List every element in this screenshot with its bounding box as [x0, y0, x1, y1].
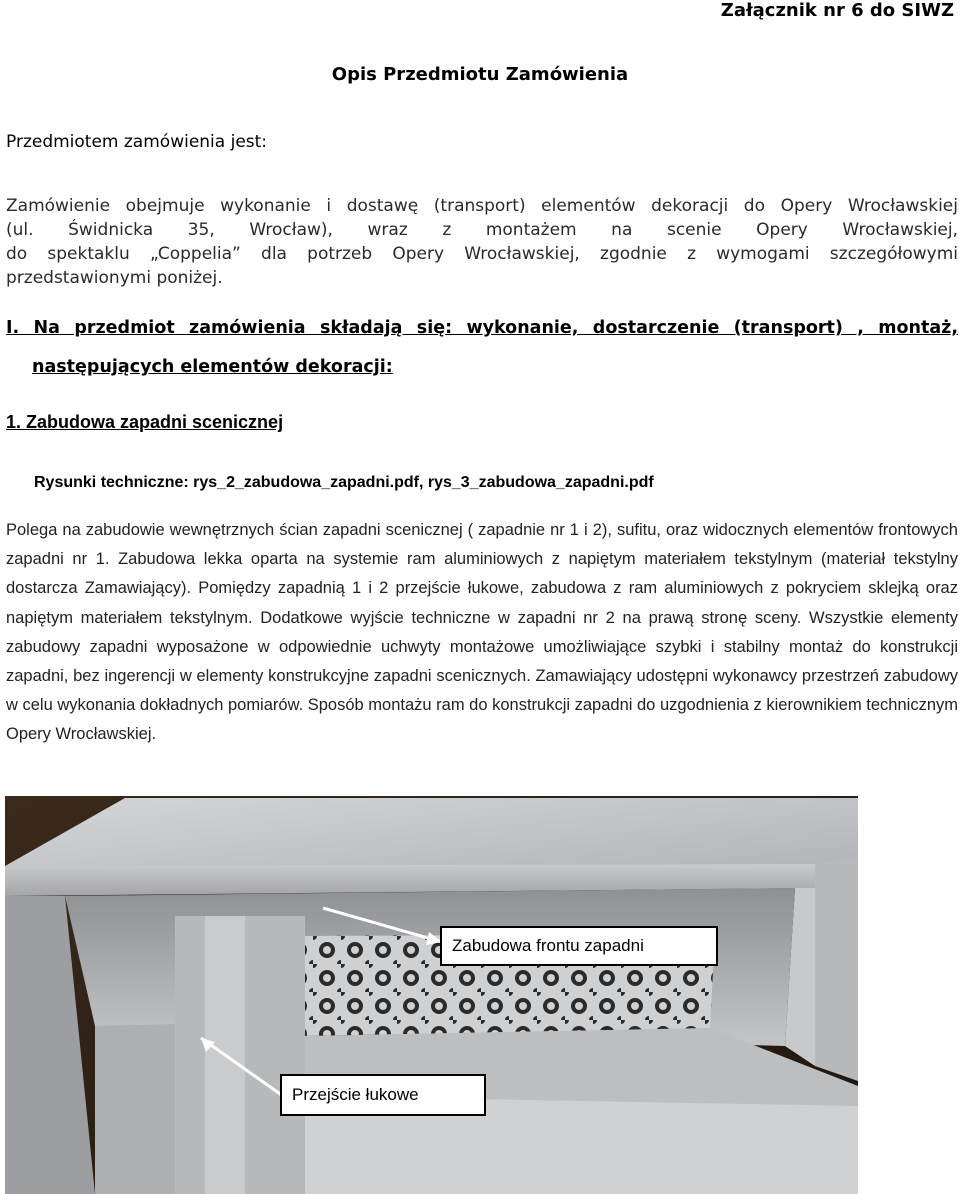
callout-arch: Przejście łukowe: [280, 1074, 486, 1116]
item-heading: 1. Zabudowa zapadni scenicznej: [6, 412, 284, 432]
intro-line: (ul. Świdnicka 35, Wrocław), wraz z montażem na scenie Opery Wrocławskiej,: [6, 220, 958, 240]
subject-label: Przedmiotem zamówienia jest:: [6, 132, 268, 152]
intro-line: przedstawionymi poniżej.: [6, 268, 223, 288]
section-heading-line: następujących elementów dekoracji:: [32, 357, 393, 377]
intro-line: Zamówienie obejmuje wykonanie i dostawę (transport) elementów dekoracji do Opery Wrocławskiej: [6, 196, 958, 216]
section-heading-line: I. Na przedmiot zamówienia składają się: wykonanie, dostarczenie (transport) , montaż,: [6, 318, 958, 338]
section-heading: [6, 312, 958, 383]
technical-drawings: Rysunki techniczne: rys_2_zabudowa_zapadni.pdf, rys_3_zabudowa_zapadni.pdf: [34, 474, 654, 491]
model-photo-image: [5, 796, 858, 1194]
page-title: Opis Przedmiotu Zamówienia: [331, 64, 629, 85]
callout-front: Zabudowa frontu zapadni: [440, 926, 718, 966]
intro-paragraph: [6, 194, 958, 290]
intro-line: do spektaklu „Coppelia” dla potrzeb Opery Wrocławskiej, zgodnie z wymogami szczegółowymi: [6, 244, 958, 264]
model-photo: [5, 796, 858, 1194]
item-description: Polega na zabudowie wewnętrznych ścian zapadni scenicznej ( zapadnie nr 1 i 2), sufitu, oraz widocznych elementów frontowych zapadni nr 1. Zabudowa lekka oparta na systemie ram aluminiowych z napiętym materiałem tekstylnym (materiał tekstylny dostarcza Zamawiający). Pomiędzy zapadnią 1 i 2 przejście łukowe, zabudowa z ram aluminiowych z pokryciem sklejką oraz napiętym materiałem tekstylnym. Dodatkowe wyjście techniczne w zapadni nr 2 na prawą stronę sceny. Wszystkie elementy zabudowy zapadni wyposażone w odpowiednie uchwyty montażowe umożliwiające szybki i stabilny montaż do konstrukcji zapadni, bez ingerencji w elementy konstrukcyjne zapadni scenicznych. Zamawiający udostępni wykonawcy przestrzeń zabudowy w celu wykonania dokładnych pomiarów. Sposób montażu ram do konstrukcji zapadni do uzgodnienia z kierownikiem technicznym Opery Wrocławskiej.: [6, 521, 958, 744]
attachment-label: Załącznik nr 6 do SIWZ: [720, 0, 954, 21]
